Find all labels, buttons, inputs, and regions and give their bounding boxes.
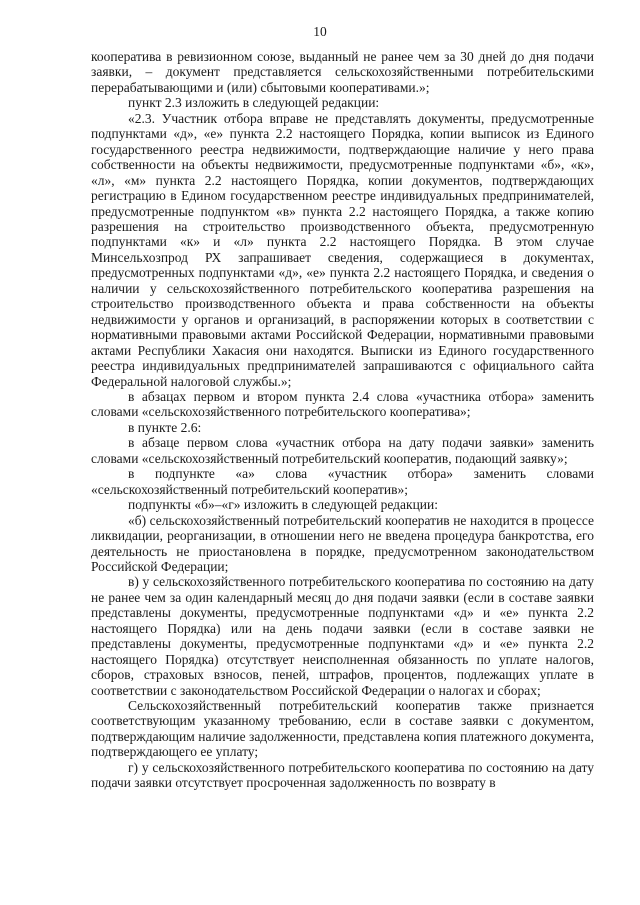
page-number: 10 <box>313 24 327 39</box>
paragraph: в подпункте «а» слова «участник отбора» заменить словами «сельскохозяйственный потребительский кооператив»; <box>91 466 594 497</box>
paragraph: в пункте 2.6: <box>128 419 202 435</box>
paragraph: «б) сельскохозяйственный потребительский кооператив не находится в процессе ликвидации, реорганизации, в отношении него не введена процедура банкротства, его деятельность не приостановлена в порядке, предусмотренном законодательством Российской Федерации; <box>91 512 594 574</box>
paragraph: Сельскохозяйственный потребительский кооператив также признается соответствующим указанному требованию, если в составе заявки с документом, подтверждающим наличие задолженности, представлена копия платежного документа, подтверждающего ее уплату; <box>91 698 594 760</box>
paragraph: в абзаце первом слова «участник отбора на дату подачи заявки» заменить словами «сельскохозяйственный потребительский кооператив, подающий заявку»; <box>91 435 594 466</box>
paragraph: в) у сельскохозяйственного потребительского кооператива по состоянию на дату не ранее чем за один календарный месяц до дня подачи заявки (если в составе заявки представлены документы, предусмотренные подпунктами «д» и «е» пункта 2.2 настоящего Порядка) или на день подачи заявки (если в составе заявки не представлены документы, предусмотренные подпунктами «д» и «е» пункта 2.2 настоящего Порядка) отсутствует неисполненная обязанность по уплате налогов, сборов, страховых взносов, пеней, штрафов, процентов, подлежащих уплате в соответствии с законодательством Российской Федерации о налогах и сборах; <box>91 574 594 698</box>
paragraph: г) у сельскохозяйственного потребительского кооператива по состоянию на дату подачи заявки отсутствует просроченная задолженность по возврату в <box>91 759 594 791</box>
paragraph: пункт 2.3 изложить в следующей редакции: <box>128 95 380 111</box>
paragraph: «2.3. Участник отбора вправе не представлять документы, предусмотренные подпунктами «д», «е» пункта 2.2 настоящего Порядка, копии выписок из Единого государственного реестра недвижимости, подтверждающие наличие у него права собственности на объекты недвижимости, предусмотренные подпунктами «б», «к», «л», «м» пункта 2.2 настоящего Порядка, копии документов, подтверждающих регистрацию в Едином государственном реестре индивидуальных предпринимателей, предусмотренные подпунктом «в» пункта 2.2 настоящего Порядка, а также копию разрешения на строительство производственного объекта, предусмотренную подпунктами «к» и «л» пункта 2.2 настоящего Порядка. В этом случае Минсельхозпрод РХ запрашивает сведения, содержащиеся в документах, предусмотренных подпунктами «д», «е» пункта 2.2 настоящего Порядка, и сведения о наличии у сельскохозяйственного потребительского кооператива разрешения на строительство производственного объекта и права собственности на объекты недвижимости у органов и организаций, в распоряжении которых в соответствии с нормативными правовыми актами Российской Федерации, нормативными правовыми актами Республики Хакасия они находятся. Выписки из Единого государственного реестра индивидуальных предпринимателей запрашиваются с официального сайта Федеральной налоговой службы.»; <box>91 110 594 389</box>
paragraph: кооператива в ревизионном союзе, выданный не ранее чем за 30 дней до дня подачи заявки, – документ представляется сельскохозяйственными потребительскими перерабатывающими и (или) сбытовыми кооперативами.»; <box>91 49 594 95</box>
paragraph: подпункты «б»–«г» изложить в следующей редакции: <box>128 497 438 513</box>
paragraph: в абзацах первом и втором пункта 2.4 слова «участника отбора» заменить словами «сельскохозяйственного потребительского кооператива»; <box>91 388 594 420</box>
document-body <box>91 49 594 791</box>
